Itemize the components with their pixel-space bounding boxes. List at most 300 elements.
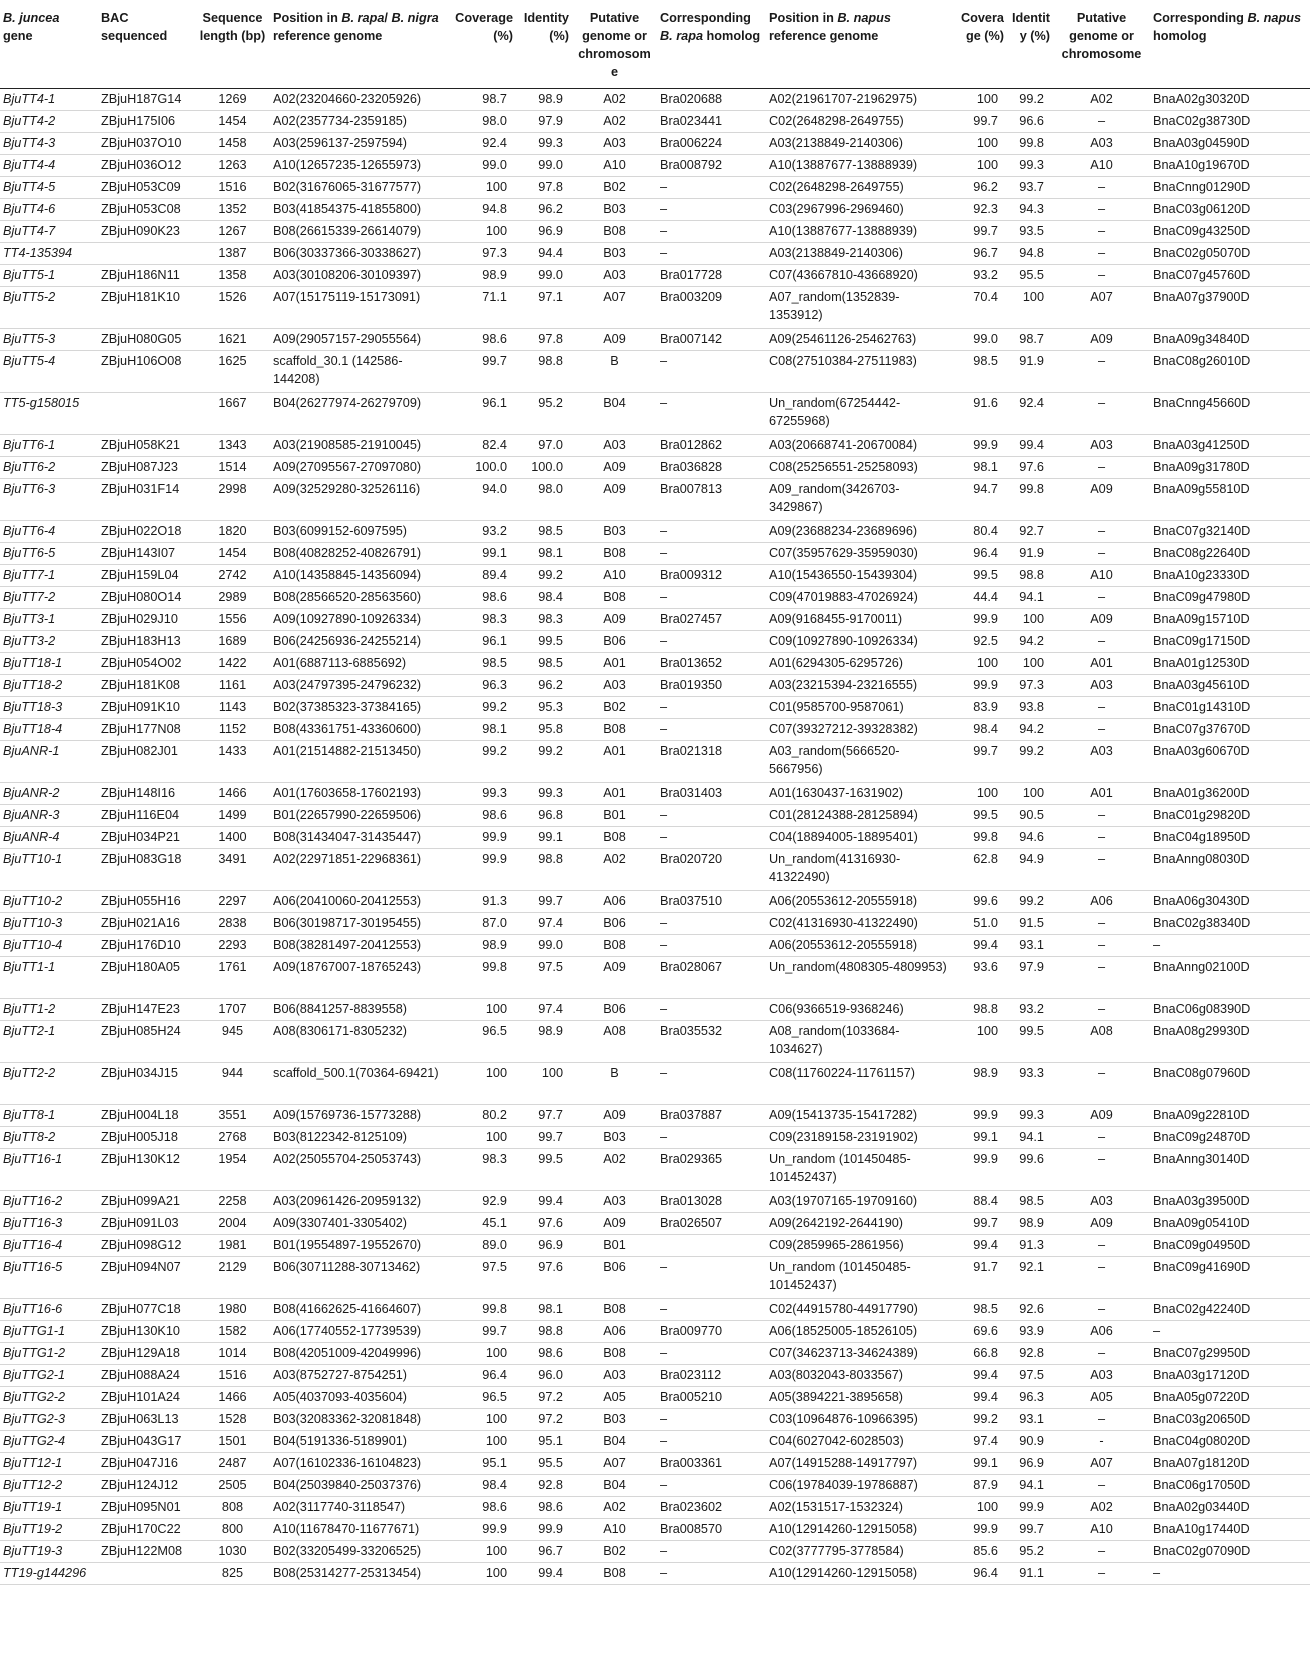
cell-position-rapa-nigra: B04(5191336-5189901) [270,1431,448,1453]
cell-bac: ZBjuH187G14 [98,89,195,111]
table-row [0,243,1310,265]
cell-sequence-length: 2768 [195,1127,270,1149]
header-rapa-homolog: Corresponding B. rapa homolog [657,0,766,89]
cell-chromosome-1: A03 [572,435,657,457]
cell-rapa-homolog: – [657,697,766,719]
cell-rapa-homolog: – [657,1299,766,1321]
table-row [0,155,1310,177]
cell-chromosome-2: A03 [1053,1191,1150,1213]
cell-identity-2: 98.5 [1007,1191,1053,1213]
cell-sequence-length: 1466 [195,783,270,805]
cell-coverage-2: 98.5 [951,1299,1007,1321]
cell-chromosome-2: A09 [1053,1105,1150,1127]
cell-rapa-homolog: – [657,243,766,265]
cell-gene: BjuTT10-1 [0,849,98,891]
cell-position-napus: C07(39327212-39328382) [766,719,951,741]
cell-rapa-homolog: – [657,827,766,849]
cell-bac: ZBjuH181K08 [98,675,195,697]
cell-bac [98,243,195,265]
cell-position-napus: A03(2138849-2140306) [766,243,951,265]
cell-chromosome-2: – [1053,265,1150,287]
cell-coverage-1: 99.8 [448,957,516,999]
cell-identity-2: 94.3 [1007,199,1053,221]
cell-position-napus: A03(19707165-19709160) [766,1191,951,1213]
cell-rapa-homolog: Bra003209 [657,287,766,329]
cell-gene: BjuTT18-3 [0,697,98,719]
cell-identity-2: 96.9 [1007,1453,1053,1475]
cell-chromosome-2: A09 [1053,479,1150,521]
cell-rapa-homolog: – [657,1257,766,1299]
cell-napus-homolog: – [1150,935,1310,957]
cell-identity-2: 94.1 [1007,1127,1053,1149]
cell-coverage-1: 97.5 [448,1257,516,1299]
cell-rapa-homolog: Bra028067 [657,957,766,999]
cell-identity-2: 99.5 [1007,1021,1053,1063]
cell-coverage-2: 99.5 [951,805,1007,827]
cell-identity-2: 99.8 [1007,133,1053,155]
cell-bac: ZBjuH090K23 [98,221,195,243]
cell-position-napus: A10(12914260-12915058) [766,1563,951,1585]
cell-coverage-1: 99.8 [448,1299,516,1321]
cell-chromosome-1: B03 [572,521,657,543]
cell-coverage-1: 91.3 [448,891,516,913]
cell-chromosome-1: A07 [572,1453,657,1475]
cell-bac: ZBjuH099A21 [98,1191,195,1213]
cell-chromosome-2: – [1053,1149,1150,1191]
cell-napus-homolog: BnaC02g05070D [1150,243,1310,265]
cell-chromosome-1: B03 [572,199,657,221]
cell-napus-homolog: BnaA01g12530D [1150,653,1310,675]
cell-position-rapa-nigra: A09(3307401-3305402) [270,1213,448,1235]
cell-identity-2: 100 [1007,287,1053,329]
cell-position-rapa-nigra: B08(40828252-40826791) [270,543,448,565]
cell-coverage-1: 89.4 [448,565,516,587]
cell-position-rapa-nigra: B02(33205499-33206525) [270,1541,448,1563]
cell-chromosome-1: A03 [572,133,657,155]
cell-identity-2: 99.3 [1007,1105,1053,1127]
cell-identity-2: 99.6 [1007,1149,1053,1191]
cell-coverage-1: 98.3 [448,609,516,631]
cell-coverage-1: 98.6 [448,1497,516,1519]
cell-gene: BjuTT7-2 [0,587,98,609]
cell-position-rapa-nigra: A02(3117740-3118547) [270,1497,448,1519]
cell-coverage-1: 98.1 [448,719,516,741]
cell-rapa-homolog: Bra037887 [657,1105,766,1127]
cell-chromosome-1: B01 [572,1235,657,1257]
cell-sequence-length: 3551 [195,1105,270,1127]
cell-napus-homolog: BnaAnng08030D [1150,849,1310,891]
cell-chromosome-1: B03 [572,1127,657,1149]
cell-identity-1: 98.8 [516,351,572,393]
cell-napus-homolog: BnaA03g60670D [1150,741,1310,783]
cell-bac: ZBjuH021A16 [98,913,195,935]
cell-chromosome-2: – [1053,1235,1150,1257]
cell-chromosome-1: B06 [572,631,657,653]
cell-coverage-2: 83.9 [951,697,1007,719]
table-row [0,849,1310,891]
cell-coverage-2: 99.5 [951,565,1007,587]
cell-bac: ZBjuH083G18 [98,849,195,891]
cell-position-napus: C04(18894005-18895401) [766,827,951,849]
cell-position-rapa-nigra: A09(15769736-15773288) [270,1105,448,1127]
cell-chromosome-1: B08 [572,1563,657,1585]
cell-chromosome-1: A02 [572,111,657,133]
table-row [0,89,1310,111]
table-row [0,1191,1310,1213]
cell-chromosome-2: – [1053,999,1150,1021]
cell-rapa-homolog: – [657,1409,766,1431]
cell-identity-1: 97.5 [516,957,572,999]
cell-chromosome-1: B08 [572,1343,657,1365]
cell-coverage-1: 99.3 [448,783,516,805]
cell-coverage-2: 99.7 [951,741,1007,783]
cell-rapa-homolog: Bra021318 [657,741,766,783]
cell-rapa-homolog: Bra009770 [657,1321,766,1343]
cell-rapa-homolog: – [657,1475,766,1497]
cell-position-napus: C08(27510384-27511983) [766,351,951,393]
cell-gene: BjuTT4-7 [0,221,98,243]
cell-bac: ZBjuH148I16 [98,783,195,805]
cell-gene: BjuTT6-2 [0,457,98,479]
cell-chromosome-1: A10 [572,155,657,177]
cell-napus-homolog: BnaA01g36200D [1150,783,1310,805]
cell-chromosome-2: – [1053,805,1150,827]
cell-position-rapa-nigra: B08(41662625-41664607) [270,1299,448,1321]
cell-coverage-1: 89.0 [448,1235,516,1257]
cell-coverage-2: 87.9 [951,1475,1007,1497]
cell-coverage-2: 97.4 [951,1431,1007,1453]
cell-identity-1: 97.6 [516,1213,572,1235]
table-row [0,265,1310,287]
table-row [0,1343,1310,1365]
cell-coverage-2: 99.9 [951,435,1007,457]
cell-rapa-homolog: – [657,719,766,741]
cell-rapa-homolog: – [657,351,766,393]
table-row [0,199,1310,221]
cell-napus-homolog: BnaCnng45660D [1150,393,1310,435]
cell-sequence-length: 3491 [195,849,270,891]
table-row [0,587,1310,609]
cell-identity-1: 98.1 [516,1299,572,1321]
cell-identity-1: 99.9 [516,1519,572,1541]
cell-sequence-length: 1954 [195,1149,270,1191]
cell-chromosome-2: A02 [1053,89,1150,111]
cell-position-napus: A10(15436550-15439304) [766,565,951,587]
cell-identity-1: 97.4 [516,913,572,935]
cell-coverage-1: 98.0 [448,111,516,133]
cell-position-napus: C03(2967996-2969460) [766,199,951,221]
cell-position-rapa-nigra: A03(30108206-30109397) [270,265,448,287]
cell-rapa-homolog [657,1235,766,1257]
cell-identity-1: 96.9 [516,221,572,243]
cell-coverage-1: 98.6 [448,805,516,827]
cell-position-napus: C09(47019883-47026924) [766,587,951,609]
cell-chromosome-2: A09 [1053,609,1150,631]
cell-rapa-homolog: Bra007142 [657,329,766,351]
table-row [0,697,1310,719]
cell-bac: ZBjuH054O02 [98,653,195,675]
cell-position-rapa-nigra: A03(20961426-20959132) [270,1191,448,1213]
cell-napus-homolog: BnaA09g15710D [1150,609,1310,631]
cell-sequence-length: 2487 [195,1453,270,1475]
cell-identity-2: 97.3 [1007,675,1053,697]
cell-gene: BjuTT2-2 [0,1063,98,1105]
cell-napus-homolog: BnaA10g17440D [1150,1519,1310,1541]
cell-chromosome-2: – [1053,849,1150,891]
cell-position-napus: A03(23215394-23216555) [766,675,951,697]
cell-chromosome-1: A02 [572,1149,657,1191]
cell-gene: BjuTT19-3 [0,1541,98,1563]
cell-gene: BjuTT3-1 [0,609,98,631]
cell-identity-1: 100 [516,1063,572,1105]
cell-bac: ZBjuH082J01 [98,741,195,783]
cell-bac [98,1563,195,1585]
cell-rapa-homolog: – [657,913,766,935]
cell-coverage-2: 96.2 [951,177,1007,199]
cell-gene: BjuTT16-3 [0,1213,98,1235]
cell-coverage-2: 66.8 [951,1343,1007,1365]
table-row [0,1257,1310,1299]
cell-napus-homolog: BnaC07g45760D [1150,265,1310,287]
cell-identity-1: 95.5 [516,1453,572,1475]
cell-chromosome-2: – [1053,631,1150,653]
cell-coverage-2: 99.2 [951,1409,1007,1431]
cell-identity-2: 93.5 [1007,221,1053,243]
table-row [0,1541,1310,1563]
cell-coverage-2: 91.7 [951,1257,1007,1299]
cell-identity-1: 99.4 [516,1191,572,1213]
cell-chromosome-1: B02 [572,697,657,719]
cell-identity-1: 96.9 [516,1235,572,1257]
cell-chromosome-1: A01 [572,783,657,805]
cell-coverage-1: 96.1 [448,631,516,653]
cell-identity-1: 99.3 [516,783,572,805]
cell-chromosome-2: A07 [1053,1453,1150,1475]
header-position-napus: Position in B. napus reference genome [766,0,951,89]
cell-identity-1: 96.7 [516,1541,572,1563]
cell-chromosome-1: B06 [572,999,657,1021]
cell-identity-2: 99.8 [1007,479,1053,521]
cell-bac: ZBjuH186N11 [98,265,195,287]
cell-position-napus: A03_random(5666520-5667956) [766,741,951,783]
header-identity-1: Identity (%) [516,0,572,89]
cell-chromosome-2: – [1053,221,1150,243]
cell-coverage-2: 96.4 [951,543,1007,565]
cell-rapa-homolog: – [657,587,766,609]
cell-identity-1: 99.2 [516,741,572,783]
cell-coverage-1: 98.4 [448,1475,516,1497]
cell-position-rapa-nigra: A03(21908585-21910045) [270,435,448,457]
cell-gene: BjuANR-2 [0,783,98,805]
cell-coverage-1: 94.8 [448,199,516,221]
cell-napus-homolog: BnaC07g29950D [1150,1343,1310,1365]
cell-sequence-length: 2129 [195,1257,270,1299]
cell-identity-1: 99.2 [516,565,572,587]
cell-position-napus: A10(13887677-13888939) [766,155,951,177]
cell-identity-1: 96.2 [516,199,572,221]
cell-bac: ZBjuH098G12 [98,1235,195,1257]
cell-position-rapa-nigra: A09(32529280-32526116) [270,479,448,521]
cell-bac: ZBjuH130K12 [98,1149,195,1191]
cell-coverage-1: 93.2 [448,521,516,543]
cell-rapa-homolog: – [657,631,766,653]
cell-position-rapa-nigra: B08(43361751-43360600) [270,719,448,741]
cell-bac: ZBjuH175I06 [98,111,195,133]
cell-coverage-1: 95.1 [448,1453,516,1475]
cell-position-napus: C08(25256551-25258093) [766,457,951,479]
cell-identity-2: 91.1 [1007,1563,1053,1585]
cell-chromosome-1: A09 [572,609,657,631]
cell-rapa-homolog: Bra012862 [657,435,766,457]
cell-coverage-1: 98.5 [448,653,516,675]
cell-identity-2: 93.8 [1007,697,1053,719]
cell-identity-2: 92.7 [1007,521,1053,543]
cell-bac: ZBjuH022O18 [98,521,195,543]
cell-rapa-homolog: Bra008792 [657,155,766,177]
cell-sequence-length: 1516 [195,177,270,199]
cell-identity-2: 96.3 [1007,1387,1053,1409]
cell-coverage-1: 100 [448,1063,516,1105]
cell-napus-homolog: BnaA03g39500D [1150,1191,1310,1213]
cell-bac: ZBjuH091K10 [98,697,195,719]
cell-napus-homolog: BnaCnng01290D [1150,177,1310,199]
cell-sequence-length: 1352 [195,199,270,221]
cell-chromosome-2: A07 [1053,287,1150,329]
cell-coverage-2: 92.5 [951,631,1007,653]
cell-identity-1: 99.0 [516,935,572,957]
cell-sequence-length: 1582 [195,1321,270,1343]
cell-coverage-1: 82.4 [448,435,516,457]
cell-coverage-2: 100 [951,1497,1007,1519]
cell-position-rapa-nigra: B02(37385323-37384165) [270,697,448,719]
cell-sequence-length: 1143 [195,697,270,719]
cell-chromosome-2: – [1053,243,1150,265]
table-row [0,521,1310,543]
cell-chromosome-2: A03 [1053,741,1150,783]
cell-coverage-1: 99.2 [448,741,516,783]
cell-rapa-homolog: Bra020688 [657,89,766,111]
cell-identity-2: 99.2 [1007,741,1053,783]
cell-napus-homolog: BnaA03g04590D [1150,133,1310,155]
cell-chromosome-2: – [1053,199,1150,221]
cell-coverage-2: 100 [951,133,1007,155]
cell-coverage-2: 93.6 [951,957,1007,999]
cell-position-napus: A05(3894221-3895658) [766,1387,951,1409]
cell-chromosome-1: B08 [572,587,657,609]
cell-rapa-homolog: Bra027457 [657,609,766,631]
cell-chromosome-2: – [1053,1299,1150,1321]
cell-chromosome-1: A09 [572,457,657,479]
cell-sequence-length: 1343 [195,435,270,457]
cell-chromosome-2: – [1053,111,1150,133]
cell-gene: BjuTT16-1 [0,1149,98,1191]
cell-gene: BjuTT18-1 [0,653,98,675]
cell-coverage-2: 100 [951,89,1007,111]
cell-identity-1: 99.5 [516,631,572,653]
table-row [0,177,1310,199]
cell-identity-2: 96.6 [1007,111,1053,133]
table-row [0,999,1310,1021]
cell-napus-homolog: BnaAnng30140D [1150,1149,1310,1191]
cell-position-napus: A02(21961707-21962975) [766,89,951,111]
cell-identity-2: 94.1 [1007,587,1053,609]
cell-identity-2: 91.9 [1007,543,1053,565]
cell-napus-homolog: BnaA07g37900D [1150,287,1310,329]
cell-coverage-2: 98.9 [951,1063,1007,1105]
cell-coverage-1: 71.1 [448,287,516,329]
cell-bac: ZBjuH087J23 [98,457,195,479]
cell-position-napus: C01(9585700-9587061) [766,697,951,719]
cell-rapa-homolog: Bra003361 [657,1453,766,1475]
cell-sequence-length: 1514 [195,457,270,479]
cell-coverage-2: 99.6 [951,891,1007,913]
cell-sequence-length: 1625 [195,351,270,393]
cell-position-napus: Un_random (101450485-101452437) [766,1257,951,1299]
cell-rapa-homolog: Bra031403 [657,783,766,805]
table-row [0,1299,1310,1321]
cell-bac: ZBjuH180A05 [98,957,195,999]
cell-chromosome-2: A06 [1053,891,1150,913]
cell-coverage-2: 96.7 [951,243,1007,265]
cell-gene: TT19-g144296 [0,1563,98,1585]
cell-chromosome-2: A01 [1053,653,1150,675]
cell-gene: BjuTT7-1 [0,565,98,587]
cell-chromosome-2: A03 [1053,435,1150,457]
cell-coverage-1: 100 [448,221,516,243]
cell-position-rapa-nigra: B01(22657990-22659506) [270,805,448,827]
cell-position-napus: C07(35957629-35959030) [766,543,951,565]
cell-coverage-2: 99.7 [951,1213,1007,1235]
header-identity-2: Identity (%) [1007,0,1053,89]
cell-chromosome-2: A01 [1053,783,1150,805]
cell-napus-homolog: BnaC04g18950D [1150,827,1310,849]
cell-chromosome-1: B03 [572,1409,657,1431]
cell-identity-1: 97.2 [516,1387,572,1409]
cell-coverage-1: 99.1 [448,543,516,565]
cell-gene: BjuTT5-4 [0,351,98,393]
cell-sequence-length: 1526 [195,287,270,329]
cell-rapa-homolog: – [657,935,766,957]
cell-chromosome-1: A03 [572,675,657,697]
cell-position-rapa-nigra: B01(19554897-19552670) [270,1235,448,1257]
cell-gene: BjuTTG2-3 [0,1409,98,1431]
cell-coverage-2: 99.9 [951,675,1007,697]
cell-chromosome-1: A07 [572,287,657,329]
cell-sequence-length: 1030 [195,1541,270,1563]
cell-coverage-2: 98.4 [951,719,1007,741]
cell-bac: ZBjuH085H24 [98,1021,195,1063]
table-row [0,1563,1310,1585]
table-row [0,1519,1310,1541]
cell-position-rapa-nigra: B04(25039840-25037376) [270,1475,448,1497]
cell-napus-homolog: BnaA09g55810D [1150,479,1310,521]
cell-coverage-2: 44.4 [951,587,1007,609]
cell-gene: BjuTT19-1 [0,1497,98,1519]
header-chromosome-1: Putative genome or chromosome [572,0,657,89]
cell-rapa-homolog: – [657,1063,766,1105]
cell-rapa-homolog: Bra007813 [657,479,766,521]
cell-identity-1: 98.6 [516,1497,572,1519]
cell-sequence-length: 1516 [195,1365,270,1387]
cell-rapa-homolog: Bra013652 [657,653,766,675]
cell-coverage-1: 98.9 [448,935,516,957]
cell-identity-2: 99.4 [1007,435,1053,457]
cell-identity-2: 99.2 [1007,89,1053,111]
cell-chromosome-1: A01 [572,653,657,675]
cell-bac: ZBjuH124J12 [98,1475,195,1497]
cell-sequence-length: 1981 [195,1235,270,1257]
cell-gene: BjuTT4-6 [0,199,98,221]
